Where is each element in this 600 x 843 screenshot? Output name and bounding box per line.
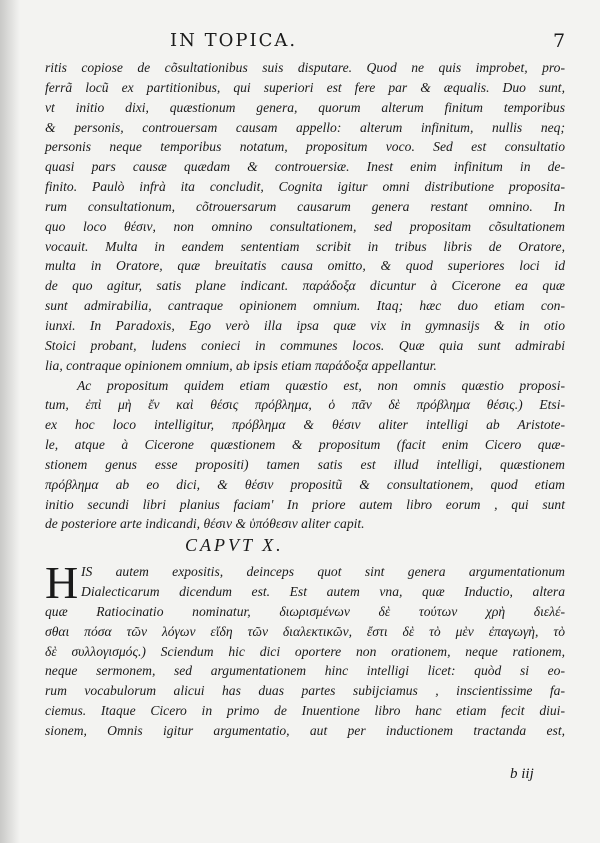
page-number: 7	[553, 30, 566, 52]
text-line: multa in Oratore, quæ breuitatis causa omitto, & quod superiores loci id	[45, 258, 565, 274]
text-line: quo loco θέσιν, non omnino consultationem, sed propositam cõsultationem	[45, 218, 565, 234]
drop-cap: H	[45, 557, 79, 608]
text-line: rum vocabulorum alicui has duas partes subijciamus , inscientissime fa-	[45, 683, 565, 699]
text-line: Stoici probant, ludens conieci in communes locos. Quæ quia sunt admirabi	[45, 337, 565, 353]
text-line: & personis, controuersam causam appello: alterum infinitum, nullis neq;	[45, 119, 565, 135]
text-line: finito. Paulò infrà ita concludit, Cognita igitur omni distributione proposita-	[45, 179, 565, 195]
text-line: initio secundi libri planius faciam' In priore autem libro eorum , qui sunt	[45, 496, 565, 512]
text-line: vt initio dixi, quæstionum genera, quorum alterum finitum temporibus	[45, 99, 565, 115]
text-line: vocauit. Multa in eandem sententiam scribit in tribus libris de Oratore,	[45, 238, 565, 254]
text-line: Dialecticarum dicendum est. Est autem vna, quæ Inductio, altera	[81, 583, 565, 599]
text-line: σθαι πόσα τῶν λόγων εἴδη τῶν διαλεκτικῶν, ἔστι δὲ τὸ μὲν ἐπαγωγὴ, τὸ	[45, 623, 565, 639]
text-line: ciemus. Itaque Cicero in primo de Inuentione libro hanc etiam fecit diui-	[45, 703, 565, 719]
running-head: IN TOPICA.	[170, 30, 298, 51]
page-gutter-shadow	[0, 0, 20, 843]
text-line: lia, contraque opinionem omnium, ab ipsis etiam παράδοξα appellantur.	[45, 357, 437, 373]
text-line: ex hoc loco intelligitur, πρόβλημα & θέσιν aliter intelligi ab Aristote-	[45, 417, 565, 433]
text-line: stionem genus esse propositi) tamen satis est illud intelligi, quæstionem	[45, 456, 565, 472]
text-line: ritis copiose de cõsultationibus suis disputare. Quod ne quis improbet, pro-	[45, 60, 565, 75]
text-line: rum consultationum, cõtrouersarum causarum genera restant omnino. In	[45, 198, 565, 214]
chapter-heading: CAPVT X.	[185, 535, 284, 555]
text-line: neque sermonem, sed argumentationem hinc intelligi licet: quòd si eo-	[45, 663, 565, 679]
text-line: personis neque temporibus notatum, propositum voco. Sed est consultatio	[45, 139, 565, 155]
text-line: quasi pars causæ quædam & controuersiæ. Inest enim infinitum in de-	[45, 159, 565, 175]
text-line: quæ Ratiocinatio nominatur, διωρισμένων δὲ τούτων χρὴ διελέ-	[45, 603, 565, 619]
text-line: de posteriore arte indicandi, θέσιν & ὑπόθεσιν aliter capit.	[45, 516, 365, 532]
chapter-text	[45, 557, 565, 741]
signature-mark: b iij	[510, 766, 534, 782]
text-line: iunxi. In Paradoxis, Ego verò illa ipsa quæ vix in gymnasijs & in otio	[45, 317, 565, 333]
text-line: tum, ἐπὶ μὴ ἔν καὶ θέσις πρόβλημα, ὁ πᾶν δὲ πρόβλημα θέσις.) Etsi-	[45, 397, 565, 413]
text-line: le, atque à Cicerone quæstionem & propositum (facit enim Cicero quæ-	[45, 437, 565, 453]
text-line: δὲ συλλογισμός.) Sciendum hic dici oportere non orationem, neque rationem,	[45, 643, 565, 659]
text-line: sionem, Omnis igitur argumentatio, aut per inductionem tractanda est,	[45, 723, 565, 739]
text-line: de quo agitur, satis plane indicant. παράδοξα dicuntur à Cicerone ea quæ	[45, 278, 565, 294]
text-line: sunt admirabilia, cantraque opinionem omnium. Itaq; hæc duo etiam con-	[45, 298, 565, 314]
text-line: πρόβλημα ab eo dici, & θέσιν propositũ & consultationem, quod etiam	[45, 476, 565, 492]
text-line: Ac propositum quidem etiam quæstio est, non omnis quæstio proposi-	[77, 377, 565, 393]
text-line: IS autem expositis, deinceps quot sint genera argumentationum	[81, 564, 565, 579]
body-text	[45, 58, 565, 534]
text-line: ferrã locũ ex partitionibus, qui superiori est fere par & æqualis. Duo sunt,	[45, 79, 565, 95]
